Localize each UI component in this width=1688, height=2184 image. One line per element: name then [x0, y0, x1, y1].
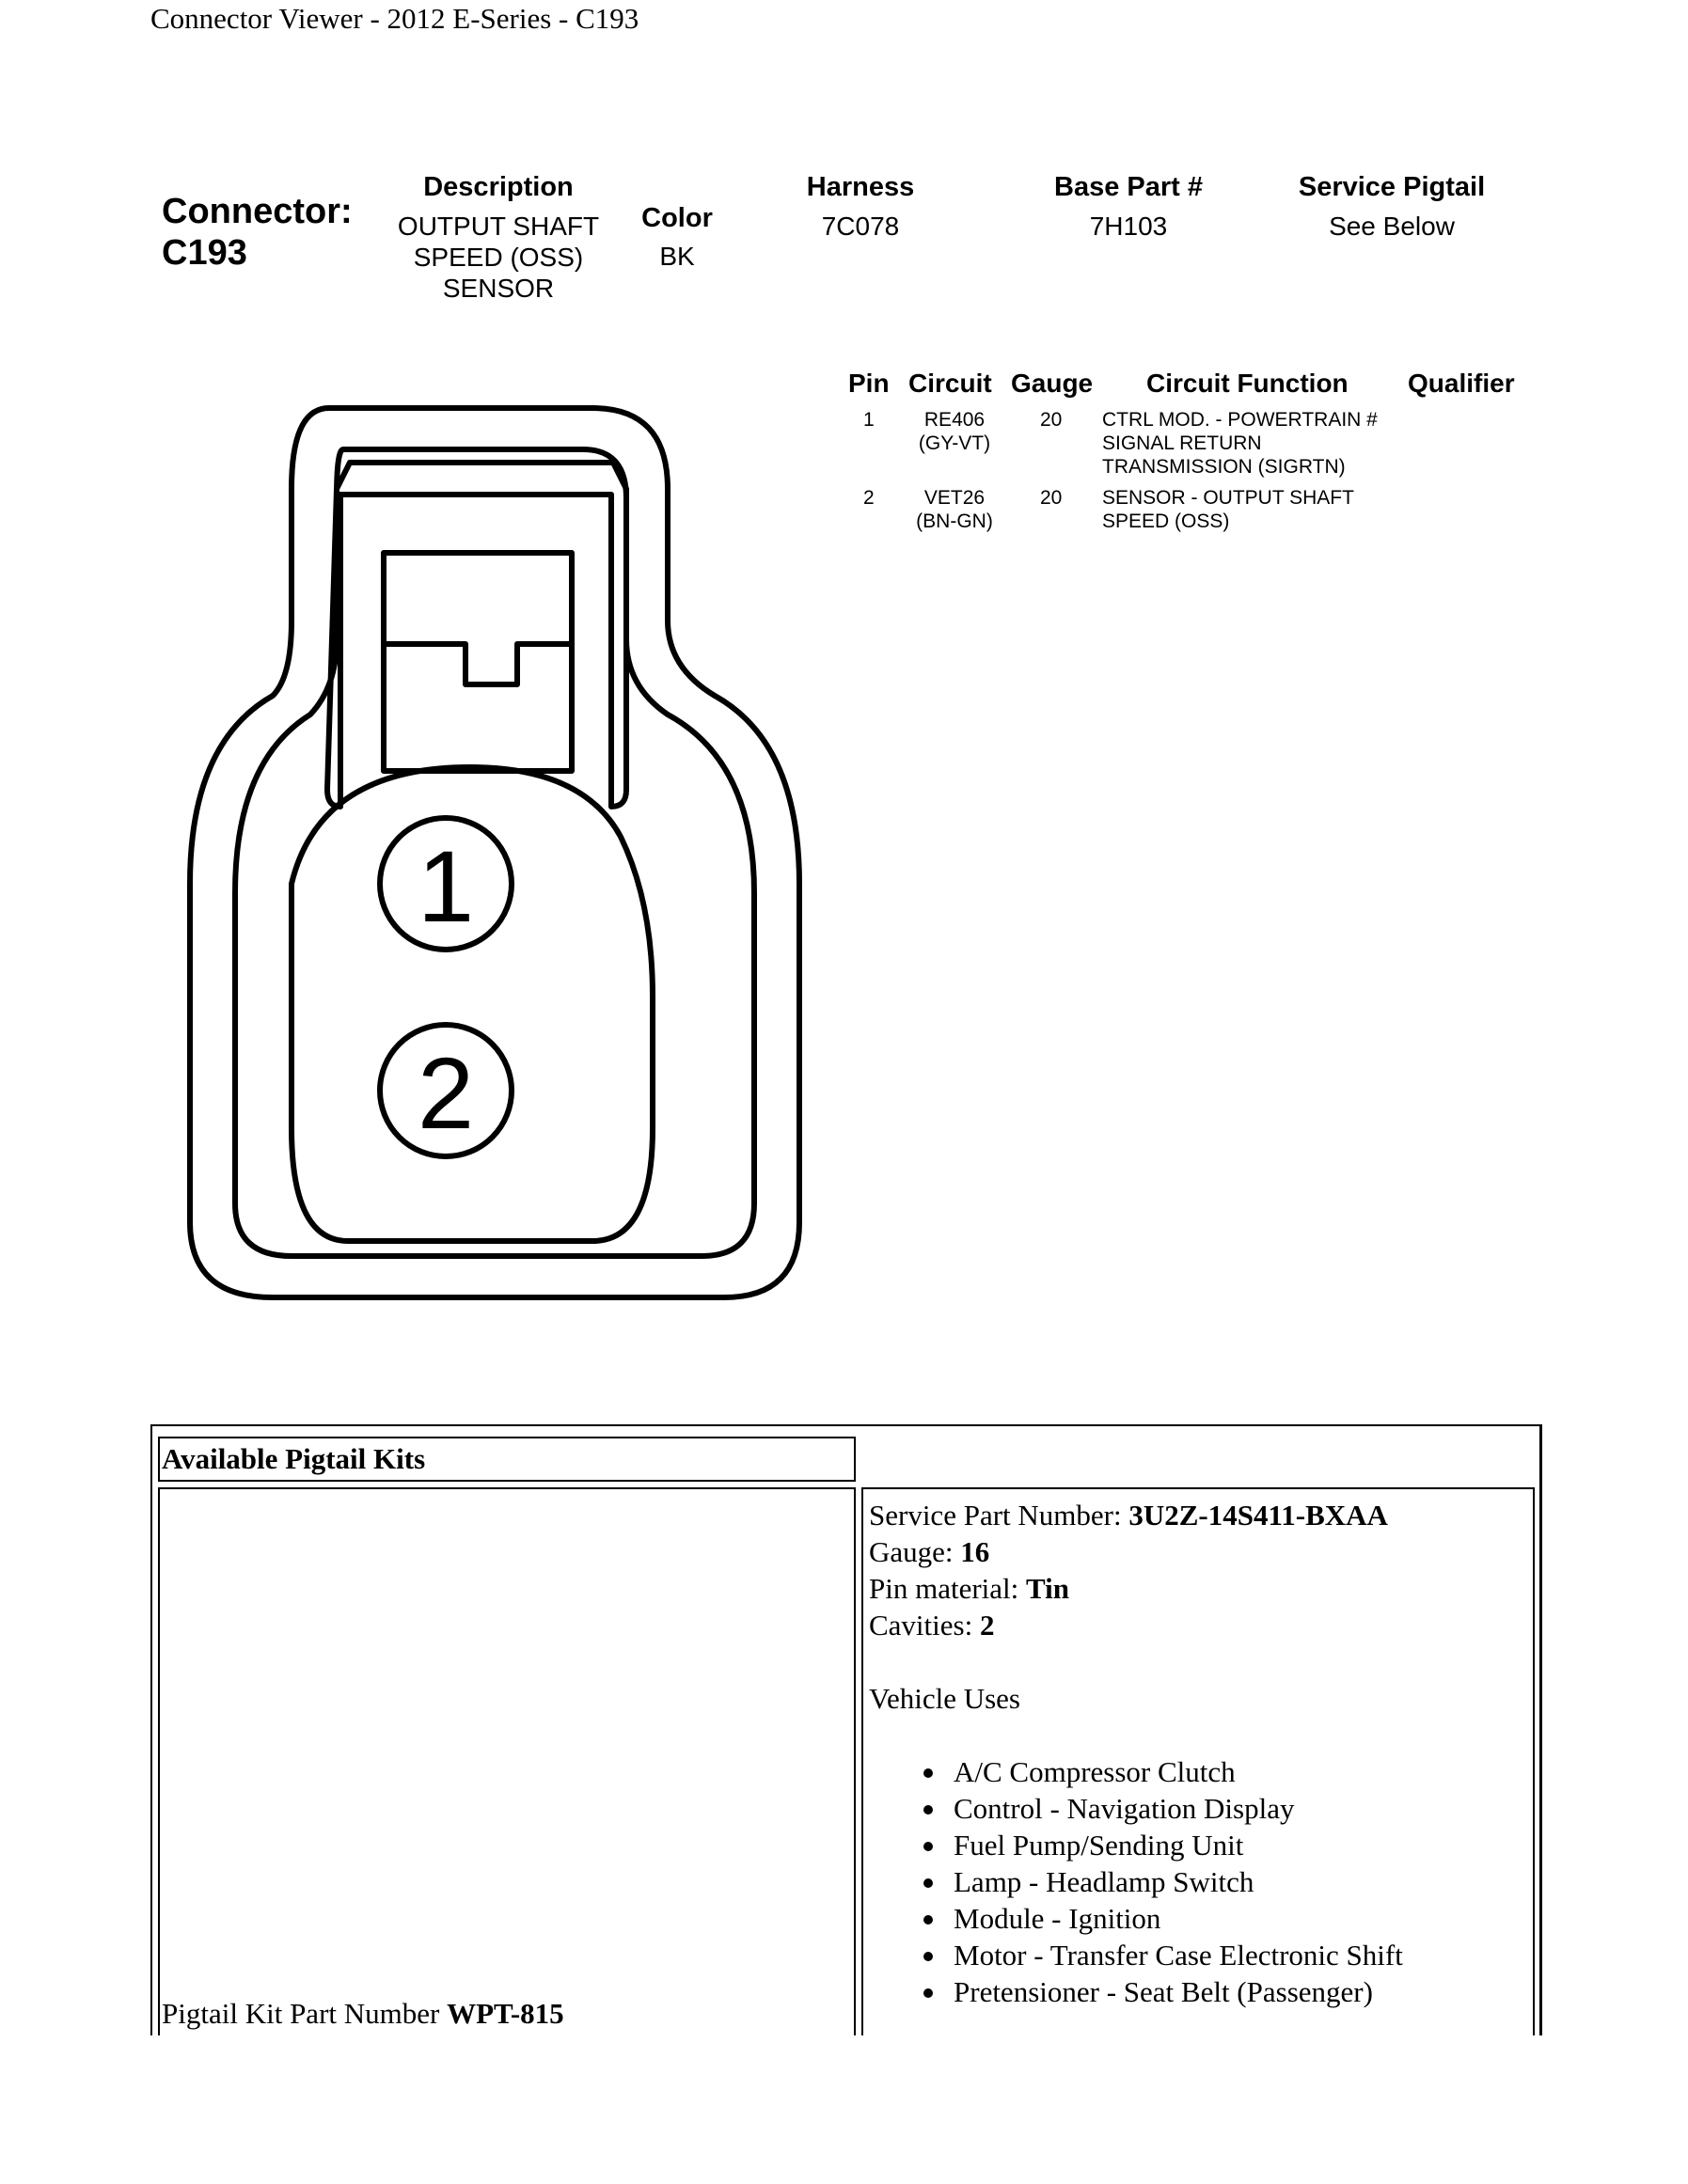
vehicle-use: Lamp - Headlamp Switch	[954, 1865, 1254, 1898]
vehicle-use: Module - Ignition	[954, 1902, 1161, 1935]
gauge-cell: 20	[1040, 409, 1063, 431]
circuit-function-header: Circuit Function	[1146, 369, 1349, 398]
function-line: CTRL MOD. - POWERTRAIN #	[1102, 409, 1378, 431]
list-item	[954, 1900, 1403, 1937]
kit-part-label: Pigtail Kit Part Number	[162, 1997, 448, 2030]
list-item	[954, 1790, 1403, 1827]
pigtail-kit-part-number	[162, 1995, 564, 2032]
harness-value: 7C078	[821, 212, 900, 241]
cavities-value: 2	[979, 1609, 995, 1642]
cavity-1-label: 1	[417, 829, 475, 943]
gauge-label: Gauge:	[869, 1535, 961, 1568]
pigtail-kit-cell	[158, 1487, 856, 2035]
bullet-icon	[923, 1768, 933, 1778]
function-cell	[1102, 486, 1354, 533]
pin-number: 1	[863, 409, 875, 431]
gauge-header: Gauge	[1011, 369, 1094, 398]
qualifier-header: Qualifier	[1408, 369, 1515, 398]
connector-label: Connector:	[162, 192, 353, 231]
vehicle-use: Motor - Transfer Case Electronic Shift	[954, 1939, 1403, 1972]
latch-tab	[384, 553, 572, 771]
vehicle-use: Fuel Pump/Sending Unit	[954, 1829, 1244, 1862]
vehicle-uses-label: Vehicle Uses	[869, 1682, 1020, 1715]
pin-material-value: Tin	[1026, 1572, 1070, 1605]
circuit-cell	[903, 408, 1006, 455]
pigtail-kits-header-empty	[861, 1437, 1535, 1482]
connector-diagram	[179, 395, 818, 1316]
function-line: SPEED (OSS)	[1102, 511, 1230, 532]
gauge-cell: 20	[1040, 487, 1063, 509]
connector-outer-shell	[190, 408, 799, 1297]
kit-part-value: WPT-815	[447, 1997, 564, 2030]
color-header: Color	[641, 203, 713, 233]
bullet-icon	[923, 1915, 933, 1925]
circuit-color: (BN-GN)	[916, 511, 993, 532]
base-part-value: 7H103	[1089, 212, 1168, 241]
gauge	[869, 1533, 1388, 1570]
function-cell	[1102, 408, 1378, 479]
latch-notch	[384, 644, 572, 684]
function-line: TRANSMISSION (SIGRTN)	[1102, 456, 1346, 478]
service-part-value: 3U2Z-14S411-BXAA	[1128, 1499, 1388, 1532]
circuit-code: VET26	[923, 487, 986, 509]
bullet-icon	[923, 1805, 933, 1815]
harness-header: Harness	[806, 172, 915, 202]
description-line: SPEED (OSS)	[413, 243, 584, 272]
latch-housing	[327, 463, 626, 807]
circuit-header: Circuit	[908, 369, 992, 398]
description-line: SENSOR	[442, 274, 555, 303]
list-item	[954, 1753, 1403, 1790]
service-part-number	[869, 1497, 1388, 1533]
color-value: BK	[659, 242, 695, 271]
function-line: SENSOR - OUTPUT SHAFT	[1102, 487, 1354, 509]
list-item	[954, 1937, 1403, 1973]
pin-material-label: Pin material:	[869, 1572, 1027, 1605]
description-value	[376, 211, 621, 304]
service-pigtail-header: Service Pigtail	[1298, 172, 1486, 202]
pin-number: 2	[863, 487, 875, 509]
vehicle-uses-list	[954, 1753, 1403, 2010]
bullet-icon	[923, 1988, 933, 1998]
description-header: Description	[423, 172, 574, 202]
vehicle-use: Control - Navigation Display	[954, 1792, 1295, 1825]
connector-id: C193	[162, 233, 247, 273]
page-title: Connector Viewer - 2012 E-Series - C193	[150, 2, 639, 35]
description-line: OUTPUT SHAFT	[397, 212, 600, 241]
vehicle-use: Pretensioner - Seat Belt (Passenger)	[954, 1975, 1373, 2008]
service-part-label: Service Part Number:	[869, 1499, 1129, 1532]
bullet-icon	[923, 1952, 933, 1961]
cavities	[869, 1607, 1388, 1643]
bullet-icon	[923, 1878, 933, 1888]
bullet-icon	[923, 1842, 933, 1851]
cavity-2-label: 2	[417, 1036, 475, 1150]
cavities-label: Cavities:	[869, 1609, 980, 1642]
function-line: SIGNAL RETURN	[1102, 432, 1262, 454]
pin-material	[869, 1570, 1388, 1607]
pigtail-kit-details	[869, 1497, 1388, 1717]
list-item	[954, 1827, 1403, 1863]
vehicle-use: A/C Compressor Clutch	[954, 1755, 1236, 1788]
circuit-code: RE406	[923, 409, 986, 431]
base-part-header: Base Part #	[1054, 172, 1203, 202]
gauge-value: 16	[960, 1535, 990, 1568]
service-pigtail-value: See Below	[1329, 212, 1455, 241]
pin-header: Pin	[848, 369, 890, 398]
list-item	[954, 1973, 1403, 2010]
circuit-cell	[903, 486, 1006, 533]
pigtail-kits-title: Available Pigtail Kits	[162, 1442, 426, 1475]
list-item	[954, 1863, 1403, 1900]
circuit-color: (GY-VT)	[918, 432, 991, 454]
